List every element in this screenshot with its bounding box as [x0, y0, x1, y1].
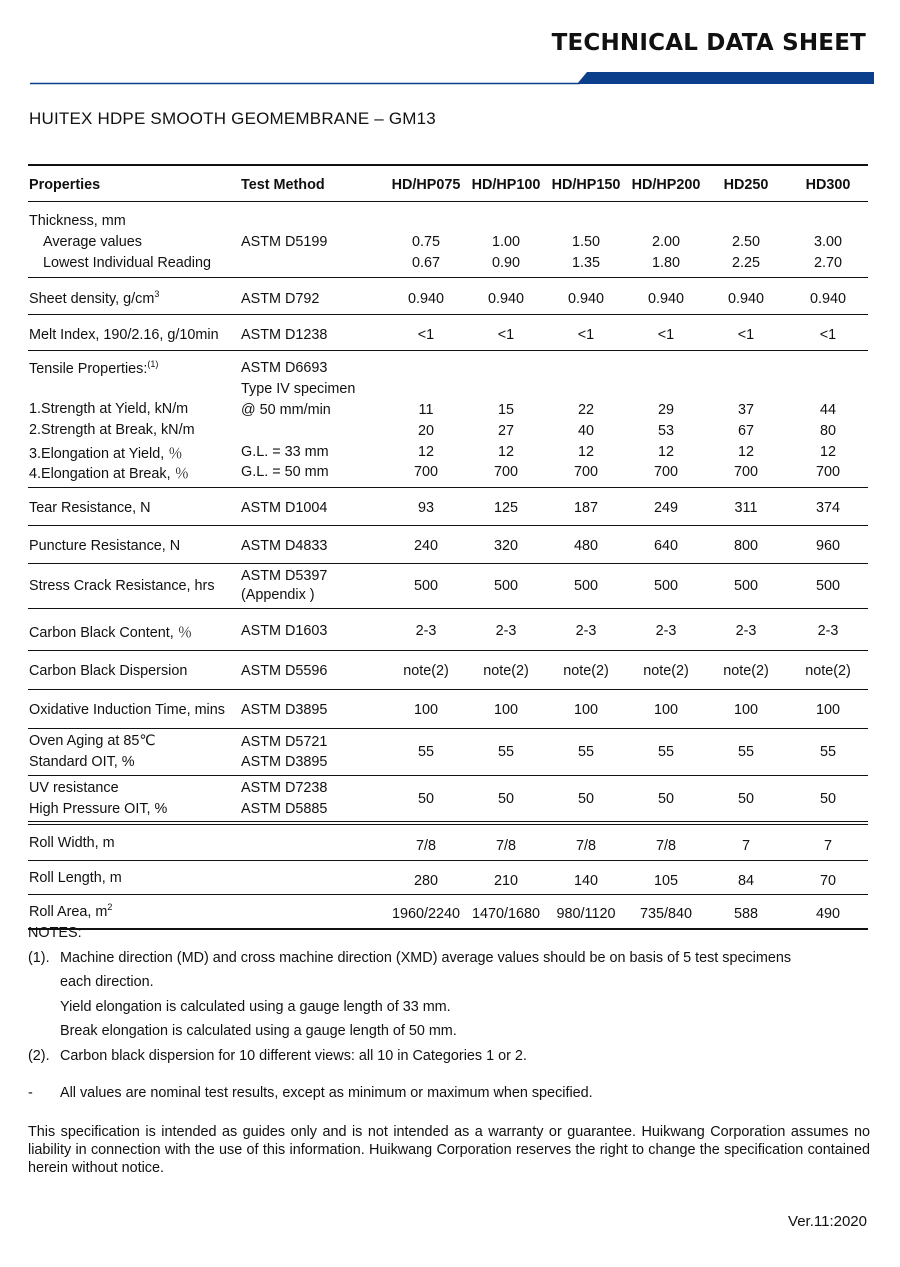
value-cell: 700: [653, 464, 678, 480]
value-cell: 53: [657, 423, 674, 439]
note-2: [28, 1044, 873, 1069]
value-cell: 2.25: [731, 255, 760, 271]
value-cell: 640: [653, 538, 678, 554]
value-cell: 320: [493, 538, 518, 554]
note-text: Break elongation is calculated using a gauge length of 50 mm.: [60, 1023, 457, 1039]
roll-length-row: [28, 861, 868, 895]
value-cell: 12: [497, 444, 514, 460]
value-cell: 50: [417, 791, 434, 807]
oit-row: [28, 690, 868, 729]
value-cell: 249: [653, 500, 678, 516]
value-cell: 2.00: [651, 234, 680, 250]
value-cell: 500: [573, 578, 598, 594]
note-text: Yield elongation is calculated using a gauge length of 33 mm.: [60, 998, 451, 1015]
value-cell: 0.75: [411, 234, 440, 250]
spec-table: [28, 164, 868, 930]
test-method: ASTM D3895: [241, 702, 328, 718]
property-label: Roll Width, m: [29, 835, 115, 851]
value-cell: 490: [815, 906, 840, 922]
value-cell: 55: [819, 744, 836, 760]
product-title: HUITEX HDPE SMOOTH GEOMEMBRANE – GM13: [29, 109, 436, 128]
value-cell: 7/8: [495, 838, 516, 854]
property-label: Thickness, mm: [29, 213, 126, 229]
test-method: ASTM D1004: [241, 500, 328, 516]
property-label: UV resistance: [29, 780, 119, 796]
value-cell: 280: [413, 873, 438, 889]
value-cell: 22: [577, 402, 594, 418]
value-cell: <1: [497, 327, 515, 343]
test-method: ASTM D5721: [241, 734, 328, 750]
superscript: 3: [154, 289, 160, 299]
test-method: ASTM D792: [241, 291, 320, 307]
value-cell: 0.67: [411, 255, 440, 271]
value-cell: 500: [493, 578, 518, 594]
test-method: G.L. = 50 mm: [241, 464, 329, 480]
value-cell: 7/8: [575, 838, 596, 854]
property-label: Roll Length, m: [29, 870, 122, 886]
value-cell: 1.80: [651, 255, 680, 271]
value-cell: 0.940: [487, 291, 524, 307]
value-cell: 70: [819, 873, 836, 889]
value-cell: note(2): [643, 663, 689, 679]
value-cell: 0.940: [727, 291, 764, 307]
property-label: [29, 902, 112, 920]
note-1: [28, 946, 873, 971]
value-cell: 50: [819, 791, 836, 807]
value-cell: 2.50: [731, 234, 760, 250]
oven-aging-row: [28, 729, 868, 776]
notes-title: NOTES:: [28, 925, 82, 941]
value-cell: 374: [815, 500, 840, 516]
value-cell: 100: [413, 702, 438, 718]
value-cell: 240: [413, 538, 438, 554]
header-grade: HD250: [723, 177, 769, 193]
header-grade: HD300: [805, 177, 851, 193]
test-method: ASTM D3895: [241, 754, 328, 770]
roll-width-row: [28, 825, 868, 861]
version-label: Ver.11:2020: [788, 1213, 867, 1230]
value-cell: 55: [657, 744, 674, 760]
header-accent-bar: [577, 72, 874, 84]
property-sublabel: Standard OIT, %: [29, 754, 135, 770]
melt-index-row: [28, 315, 868, 351]
test-method: ASTM D5596: [241, 663, 328, 679]
property-label: Carbon Black Dispersion: [29, 663, 188, 679]
note-text: Machine direction (MD) and cross machine direction (XMD) average values should be on basis of 5 test specimens: [60, 949, 792, 966]
value-cell: <1: [417, 327, 435, 343]
value-cell: 55: [737, 744, 754, 760]
value-cell: 800: [733, 538, 758, 554]
value-cell: 2-3: [735, 623, 757, 639]
value-cell: 735/840: [639, 906, 693, 922]
property-label-text: Roll Area, m: [29, 903, 108, 920]
value-cell: 50: [497, 791, 514, 807]
value-cell: 50: [577, 791, 594, 807]
value-cell: 588: [733, 906, 758, 922]
test-method: ASTM D5199: [241, 234, 328, 250]
value-cell: 37: [737, 402, 754, 418]
nominal-text: All values are nominal test results, except as minimum or maximum when specified.: [60, 1085, 593, 1101]
test-method: ASTM D5397: [241, 568, 328, 584]
value-cell: 187: [573, 500, 598, 516]
value-cell: 700: [733, 464, 758, 480]
value-cell: note(2): [403, 663, 449, 679]
value-cell: 1.50: [571, 234, 600, 250]
value-cell: note(2): [723, 663, 769, 679]
value-cell: 67: [737, 423, 754, 439]
value-cell: 29: [657, 402, 674, 418]
superscript: 2: [107, 902, 113, 912]
document-title: TECHNICAL DATA SHEET: [551, 30, 866, 56]
value-cell: <1: [657, 327, 675, 343]
value-cell: 2-3: [817, 623, 839, 639]
value-cell: 1.35: [571, 255, 600, 271]
value-cell: 55: [577, 744, 594, 760]
value-cell: 980/1120: [556, 906, 616, 922]
value-cell: 12: [737, 444, 754, 460]
value-cell: note(2): [805, 663, 851, 679]
value-cell: 500: [653, 578, 678, 594]
test-method: @ 50 mm/min: [241, 402, 331, 418]
value-cell: 7: [741, 838, 750, 854]
value-cell: <1: [819, 327, 837, 343]
value-cell: 105: [653, 873, 678, 889]
value-cell: 3.00: [813, 234, 842, 250]
disclaimer: This specification is intended as guides only and is not intended as a warranty or guarantee. Huikwang Corporation assumes no liability in connection with the use of this information. Huikwang Corporation reserves the right to change the specification contained herein without notice.: [28, 1124, 870, 1176]
property-label: Carbon Black Content, ％: [29, 625, 193, 641]
value-cell: 311: [734, 500, 758, 516]
property-sublabel: 2.Strength at Break, kN/m: [29, 422, 195, 438]
value-cell: 40: [577, 423, 594, 439]
property-sublabel: 4.Elongation at Break, ％: [29, 466, 189, 482]
value-cell: 2-3: [415, 623, 437, 639]
value-cell: note(2): [483, 663, 529, 679]
value-cell: 2.70: [813, 255, 842, 271]
tear-resistance-row: [28, 488, 868, 526]
value-cell: 100: [733, 702, 758, 718]
value-cell: <1: [577, 327, 595, 343]
notes-section: [28, 921, 873, 1068]
note-text: Carbon black dispersion for 10 different views: all 10 in Categories 1 or 2.: [60, 1047, 527, 1064]
value-cell: 80: [819, 423, 836, 439]
carbon-black-content-row: [28, 609, 868, 651]
value-cell: <1: [737, 327, 755, 343]
test-method: ASTM D5885: [241, 801, 328, 817]
test-method: ASTM D1603: [241, 623, 328, 639]
header-grade: HD/HP150: [551, 177, 621, 193]
test-method: ASTM D6693: [241, 360, 328, 376]
value-cell: 15: [497, 402, 514, 418]
value-cell: 12: [417, 444, 434, 460]
stress-crack-row: [28, 564, 868, 609]
value-cell: 210: [493, 873, 518, 889]
value-cell: 50: [737, 791, 754, 807]
property-sublabel: Lowest Individual Reading: [43, 255, 212, 271]
bullet-dash: -: [28, 1085, 33, 1101]
note-text: each direction.: [60, 974, 154, 990]
property-label: [29, 359, 158, 377]
carbon-black-dispersion-row: [28, 651, 868, 690]
test-method: ASTM D1238: [241, 327, 328, 343]
uv-resistance-row: [28, 776, 868, 825]
note-number: (1).: [28, 949, 50, 966]
header-properties: Properties: [29, 177, 101, 193]
value-cell: 12: [819, 444, 836, 460]
value-cell: 700: [573, 464, 598, 480]
value-cell: 2-3: [655, 623, 677, 639]
value-cell: 1.00: [491, 234, 520, 250]
test-method: (Appendix ): [241, 587, 315, 603]
test-method: ASTM D7238: [241, 780, 328, 796]
puncture-resistance-row: [28, 526, 868, 564]
property-sublabel: 3.Elongation at Yield, ％: [29, 446, 183, 462]
value-cell: 500: [815, 578, 840, 594]
property-sublabel: Average values: [43, 234, 142, 250]
property-label-text: Sheet density, g/cm: [29, 290, 155, 307]
value-cell: 1470/1680: [471, 906, 541, 922]
value-cell: 700: [815, 464, 840, 480]
property-label: Puncture Resistance, N: [29, 538, 181, 554]
header-grade: HD/HP200: [631, 177, 701, 193]
property-label-text: Tensile Properties:: [29, 360, 148, 377]
property-label: [29, 289, 159, 307]
header-test-method: Test Method: [241, 177, 325, 193]
value-cell: 500: [733, 578, 758, 594]
value-cell: 55: [417, 744, 434, 760]
value-cell: 0.940: [809, 291, 846, 307]
value-cell: note(2): [563, 663, 609, 679]
value-cell: 700: [413, 464, 438, 480]
nominal-values-note: [28, 1085, 593, 1101]
property-label: Oxidative Induction Time, mins: [29, 702, 225, 718]
value-cell: 100: [653, 702, 678, 718]
test-method: Type IV specimen: [241, 381, 356, 397]
value-cell: 100: [815, 702, 840, 718]
value-cell: 20: [417, 423, 434, 439]
value-cell: 0.90: [491, 255, 520, 271]
note-number: (2).: [28, 1047, 50, 1064]
density-row: [28, 278, 868, 315]
value-cell: 500: [413, 578, 438, 594]
property-sublabel: High Pressure OIT, %: [29, 801, 168, 817]
value-cell: 7/8: [415, 838, 436, 854]
value-cell: 960: [815, 538, 840, 554]
value-cell: 2-3: [575, 623, 597, 639]
property-label: Tear Resistance, N: [29, 500, 151, 516]
value-cell: 44: [819, 402, 836, 418]
value-cell: 11: [418, 402, 434, 418]
value-cell: 100: [573, 702, 598, 718]
value-cell: 50: [657, 791, 674, 807]
value-cell: 2-3: [495, 623, 517, 639]
tensile-row: [28, 351, 868, 488]
test-method: ASTM D4833: [241, 538, 328, 554]
value-cell: 7/8: [655, 838, 676, 854]
header-grade: HD/HP075: [391, 177, 461, 193]
value-cell: 84: [737, 873, 754, 889]
value-cell: 12: [657, 444, 674, 460]
value-cell: 12: [577, 444, 594, 460]
thickness-row: [28, 202, 868, 278]
value-cell: 0.940: [567, 291, 604, 307]
value-cell: 55: [497, 744, 514, 760]
value-cell: 700: [493, 464, 518, 480]
value-cell: 100: [493, 702, 518, 718]
value-cell: 0.940: [407, 291, 444, 307]
value-cell: 0.940: [647, 291, 684, 307]
property-label: Melt Index, 190/2.16, g/10min: [29, 327, 219, 343]
property-label: Stress Crack Resistance, hrs: [29, 578, 215, 594]
property-label: Oven Aging at 85℃: [29, 733, 156, 749]
value-cell: 7: [823, 838, 832, 854]
table-header-row: [28, 164, 868, 202]
test-method: G.L. = 33 mm: [241, 444, 329, 460]
value-cell: 140: [573, 873, 598, 889]
value-cell: 480: [573, 538, 598, 554]
header-grade: HD/HP100: [471, 177, 541, 193]
property-sublabel: 1.Strength at Yield, kN/m: [29, 401, 189, 417]
value-cell: 125: [493, 500, 518, 516]
value-cell: 93: [417, 500, 434, 516]
value-cell: 1960/2240: [391, 906, 461, 922]
footnote-ref: (1): [147, 359, 159, 369]
value-cell: 27: [497, 423, 514, 439]
